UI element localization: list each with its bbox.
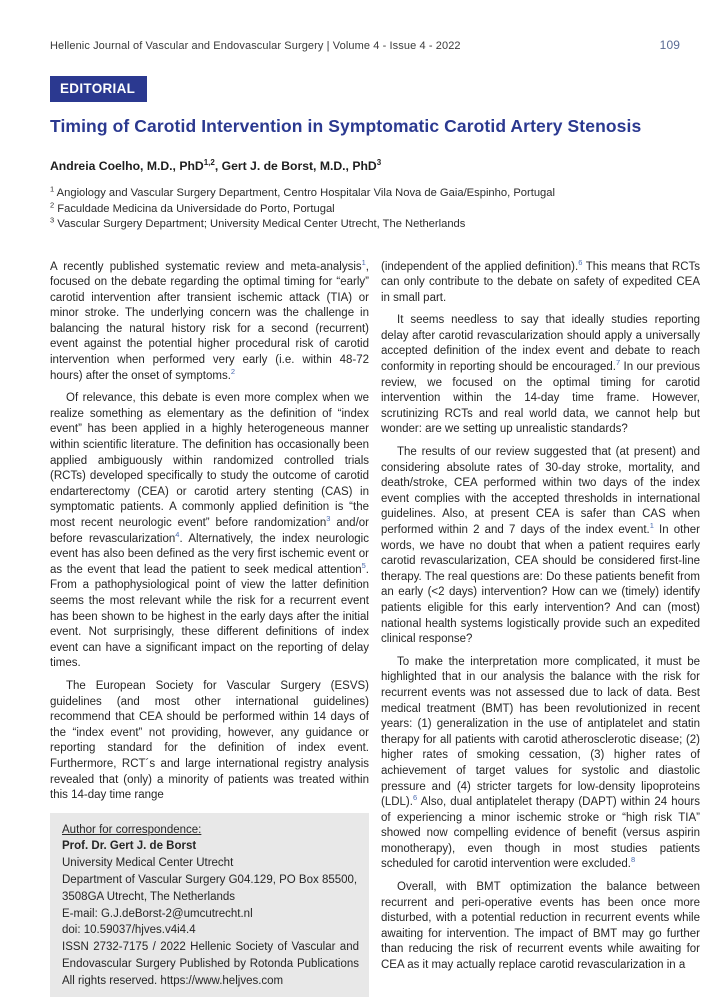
author-affiliation-superscript: 1,2 <box>203 157 215 167</box>
affiliation-number: 3 <box>50 215 55 225</box>
paragraph: A recently published systematic review and meta-analysis$^1$, focused on the debate regarding the optimal timing for “early” carotid intervention after transient ischemic attack (TIA) or minor stroke. The underlying concern was the challenge in balancing the natural history risk for a second (recurrent) event against the potential higher procedural risk of carotid intervention when performed very early (i.e. within 48-72 hours) after the onset of symptoms.$^2$ <box>50 257 369 382</box>
reference-superscript: 3 <box>326 514 331 524</box>
reference-superscript: 1 <box>649 521 654 531</box>
affiliations-list <box>50 186 700 233</box>
right-column <box>381 257 700 997</box>
correspondence-line: E-mail: G.J.deBorst-2@umcutrecht.nl <box>62 907 253 920</box>
affiliation-line: $^3$ Vascular Surgery Department; University Medical Center Utrecht, The Netherlands <box>50 215 466 230</box>
affiliation-line: $^1$ Angiology and Vascular Surgery Department, Centro Hospitalar Vila Nova de Gaia/Espinho, Portugal <box>50 184 555 199</box>
affiliation-number: 2 <box>50 199 55 209</box>
affiliation-number: 1 <box>50 184 55 194</box>
paragraph: Overall, with BMT optimization the balance between recurrent and peri-operative events has been once more disturbed, with a potential reduction in recurrent events while awaiting for intervention. The impact of BMT may go further than reducing the risk of recurrent events while awaiting for CEA as it may actually replace carotid revascularization in a <box>381 881 700 972</box>
reference-superscript: 4 <box>175 529 180 539</box>
reference-superscript: 5 <box>361 560 366 570</box>
left-column <box>50 257 369 997</box>
reference-superscript: 8 <box>630 855 636 865</box>
reference-superscript: 6 <box>578 257 583 267</box>
reference-superscript: 6 <box>412 793 418 803</box>
paragraph: The results of our review suggested that (at present) and considering absolute rates of 30-day stroke, mortality, and death/stroke, CEA performed within two days of the index event complies with the accepted thresholds in international guidelines. Also, at present CEA is safer than CAS when performed within 2 and 7 days of the index event.$^1$ In other words, we have no doubt that when a patient requires early carotid revascularization, CEA should be considered first-line therapy. The real questions are: Do these patients benefit from an early (<2 days) intervention? How can we (timely) identify patients eligible for this early intervention? And can (most) national health systems logistically provide such an expedited clinical response? <box>381 446 700 646</box>
page-number: 109 <box>659 38 680 52</box>
paragraph: The European Society for Vascular Surgery (ESVS) guidelines (and most other international guidelines) recommend that CEA should be performed within 14 days of the “index event” not providing, however, any guidance or reporting standard for the definition of index event. Furthermore, RCT´s and large international registry analysis revealed that (only) a minority of patients was treated within this 14-day time range <box>50 679 369 802</box>
correspondence-line: doi: 10.59037/hjves.v4i4.4 <box>62 924 196 937</box>
correspondence-line: Department of Vascular Surgery G04.129, PO Box 85500, 3508GA Utrecht, The Netherlands <box>62 874 358 903</box>
article-body <box>50 257 700 997</box>
authors-line: Andreia Coelho, M.D., PhD$^{1,2}$, Gert J. de Borst, M.D., PhD$^3$ <box>50 157 382 173</box>
correspondence-box <box>50 813 369 997</box>
reference-superscript: 1 <box>361 257 366 267</box>
editorial-badge: EDITORIAL <box>50 76 147 102</box>
reference-superscript: 2 <box>230 366 236 376</box>
affiliation-line: $^2$ Faculdade Medicina da Universidade do Porto, Portugal <box>50 199 335 215</box>
correspondence-line: Prof. Dr. Gert J. de Borst <box>62 840 197 853</box>
paragraph: (independent of the applied definition).$^6$ This means that RCTs can only contribute to the debate on safety of expedited CEA in small part. <box>381 257 700 304</box>
reference-superscript: 7 <box>615 358 621 368</box>
journal-header-line: Hellenic Journal of Vascular and Endovascular Surgery | Volume 4 - Issue 4 - 2022 <box>50 40 461 52</box>
paragraph: Of relevance, this debate is even more complex when we realize something as elementary as the definition of “index event” has been applied in a highly heterogeneous manner within scientific literature. The definition has occasionally been applied ambiguously within randomized controlled trials (RCTs) developed specifically to study the outcome of carotid endarterectomy (CEA) or carotid artery stenting (CAS) in symptomatic patients. A commonly applied definition is “the most recent neurologic event” before randomization$^3$ and/or before revascularization$^4$. Alternatively, the index neurologic event has also been defined as the very first ischemic event or as the event that lead the patient to seek medical attention$^5$. From a pathophysiological point of view the latter definition seems the most relevant while the risk for a recurrent event has been shown to be highest in the early days after the initial event. Not surprisingly, these different definitions of index event can have a significant impact on the reporting of delay times. <box>50 392 369 670</box>
correspondence-line: Author for correspondence: <box>62 823 202 836</box>
correspondence-line: ISSN 2732-7175 / 2022 Hellenic Society of Vascular and Endovascular Surgery Published by Rotonda Publications All rights reserved. https://www.heljves.com <box>62 941 359 987</box>
author-affiliation-superscript: 3 <box>376 157 382 167</box>
correspondence-line: University Medical Center Utrecht <box>62 857 234 870</box>
paragraph: It seems needless to say that ideally studies reporting delay after carotid revascularization should apply a universally accepted definition of the index event and debate to reach conformity in reporting should be encouraged.$^7$ In our previous review, we focused on the optimal timing for carotid intervention within the 14-day time frame. However, scrutinizing RCTs and real world data, we cannot help but wonder: are we setting up unrealistic standards? <box>381 314 700 436</box>
page-header <box>50 38 700 52</box>
paragraph: To make the interpretation more complicated, it must be highlighted that in our analysis the balance with the risk for recurrent events was not assessed due to lack of data. Best medical treatment (BMT) has been revolutionized in recent years: (1) generalization in the use of antiplatelet and statin therapy for all patients with carotid atherosclerotic disease; (2) higher rates of smoking cessation, (3) higher rates of achievement of target values for systolic and diastolic pressure and (4) stricter targets for low-density lipoproteins (LDL).$^6$ Also, dual antiplatelet therapy (DAPT) within 24 hours of experiencing a minor ischemic stroke or “high risk TIA” showed now compelling evidence of benefit (versus aspirin monotherapy), even though in most studies patients scheduled for carotid intervention were excluded.$^8$ <box>381 655 700 871</box>
article-title: Timing of Carotid Intervention in Symptomatic Carotid Artery Stenosis <box>50 116 642 136</box>
